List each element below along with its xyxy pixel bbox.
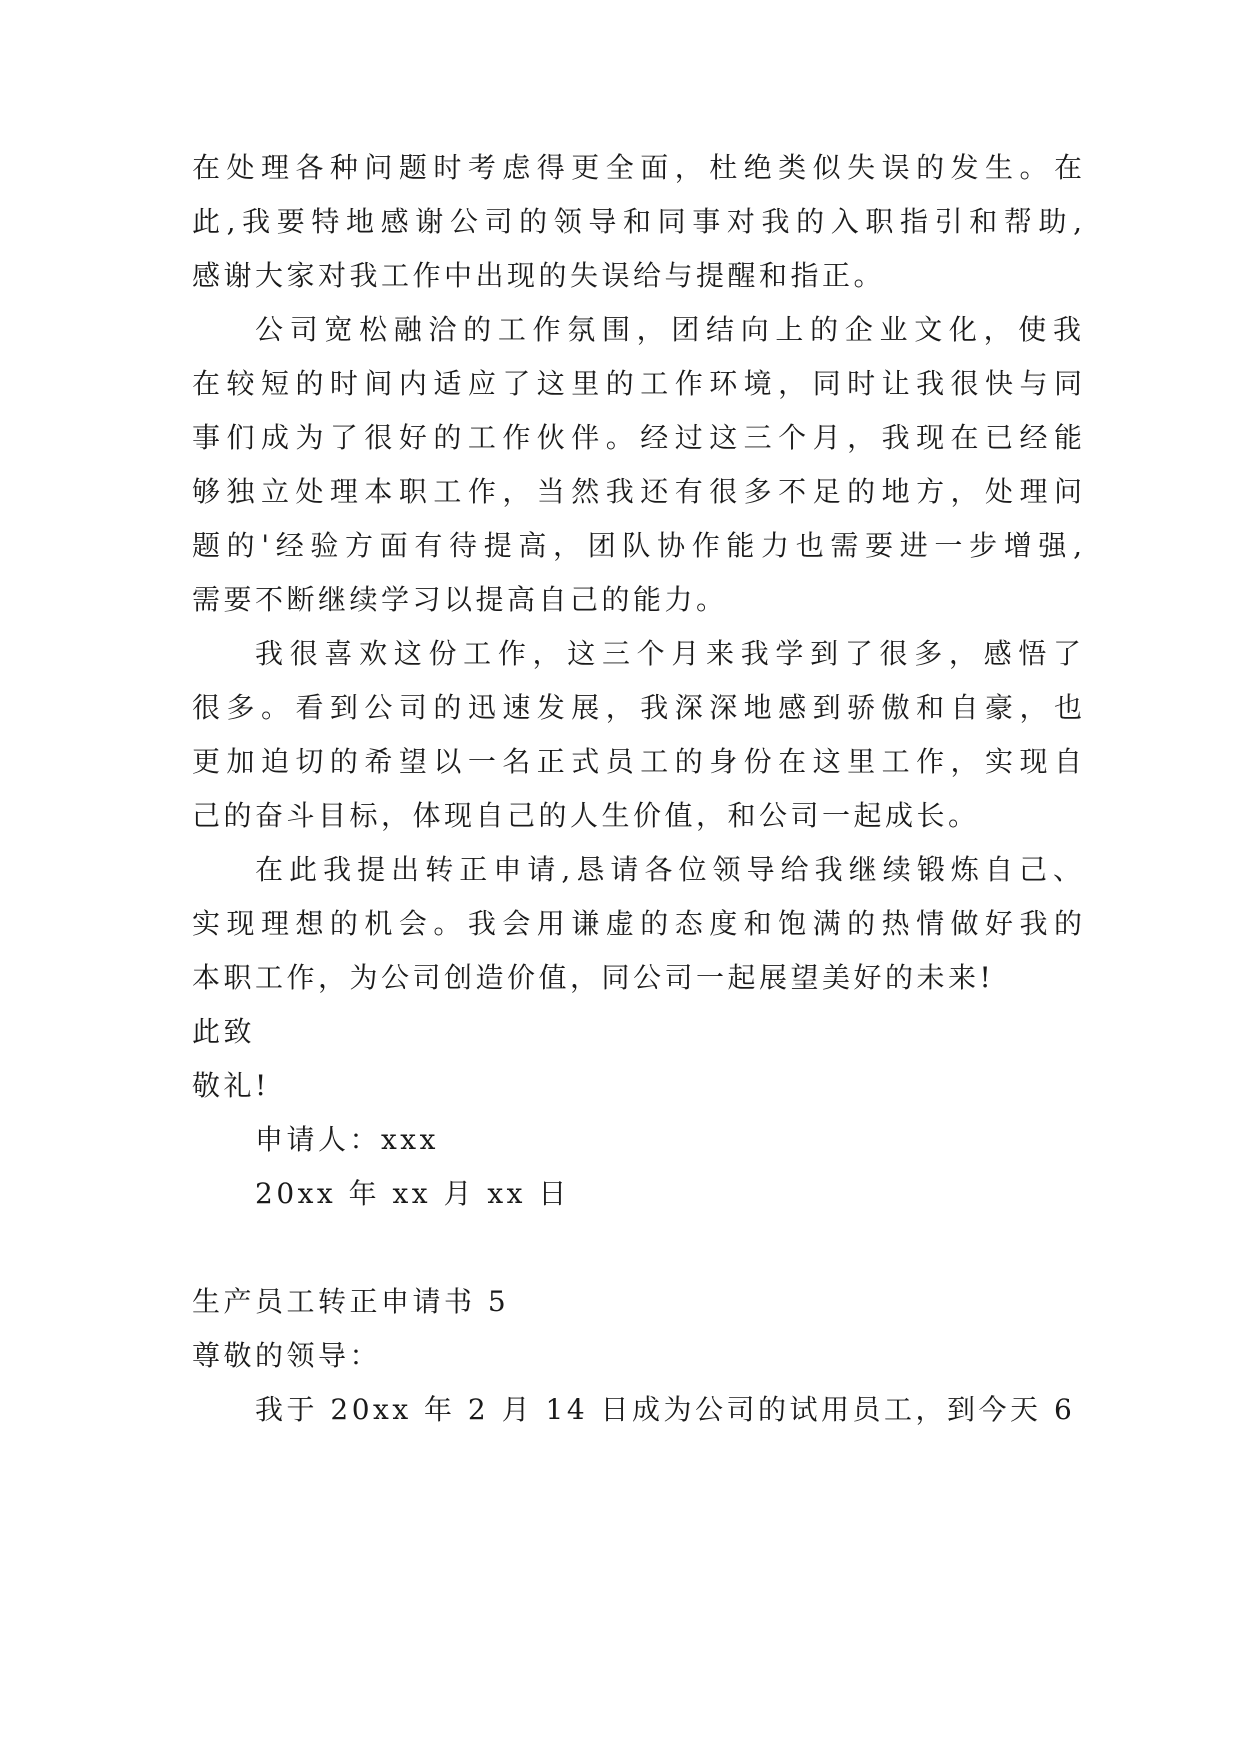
- section-heading: 生产员工转正申请书 5: [192, 1285, 510, 1318]
- letter-greeting: 尊敬的领导：: [192, 1339, 382, 1372]
- paragraph-3-line-1: 我很喜欢这份工作，这三个月来我学到了很多，感悟了: [255, 637, 1081, 670]
- paragraph-4-line-3: 本职工作，为公司创造价值，同公司一起展望美好的未来!: [192, 961, 995, 994]
- body-line-2: 此,我要特地感谢公司的领导和同事对我的入职指引和帮助,: [192, 205, 1082, 238]
- closing-salutation: 此致: [192, 1015, 256, 1048]
- paragraph-2-line-1: 公司宽松融洽的工作氛围，团结向上的企业文化，使我: [255, 313, 1081, 346]
- body-line-3: 感谢大家对我工作中出现的失误给与提醒和指正。: [192, 259, 886, 292]
- letter-opening-line: 我于 20xx 年 2 月 14 日成为公司的试用员工，到今天 6: [255, 1393, 1076, 1426]
- paragraph-2-line-2: 在较短的时间内适应了这里的工作环境，同时让我很快与同: [192, 367, 1082, 400]
- applicant-signature: 申请人：xxx: [255, 1123, 439, 1156]
- paragraph-3-line-2: 很多。看到公司的迅速发展，我深深地感到骄傲和自豪，也: [192, 691, 1082, 724]
- closing-regards: 敬礼!: [192, 1069, 270, 1102]
- paragraph-2-line-6: 需要不断继续学习以提高自己的能力。: [192, 583, 728, 616]
- paragraph-2-line-5: 题的'经验方面有待提高，团队协作能力也需要进一步增强,: [192, 529, 1082, 562]
- paragraph-3-line-3: 更加迫切的希望以一名正式员工的身份在这里工作，实现自: [192, 745, 1082, 778]
- paragraph-2-line-3: 事们成为了很好的工作伙伴。经过这三个月，我现在已经能: [192, 421, 1082, 454]
- signature-date: 20xx 年 xx 月 xx 日: [255, 1177, 570, 1210]
- paragraph-4-line-2: 实现理想的机会。我会用谦虚的态度和饱满的热情做好我的: [192, 907, 1082, 940]
- paragraph-2-line-4: 够独立处理本职工作，当然我还有很多不足的地方，处理问: [192, 475, 1082, 508]
- body-line-1: 在处理各种问题时考虑得更全面，杜绝类似失误的发生。在: [192, 151, 1082, 184]
- paragraph-4-line-1: 在此我提出转正申请,恳请各位领导给我继续锻炼自己、: [255, 853, 1081, 886]
- paragraph-3-line-4: 己的奋斗目标，体现自己的人生价值，和公司一起成长。: [192, 799, 980, 832]
